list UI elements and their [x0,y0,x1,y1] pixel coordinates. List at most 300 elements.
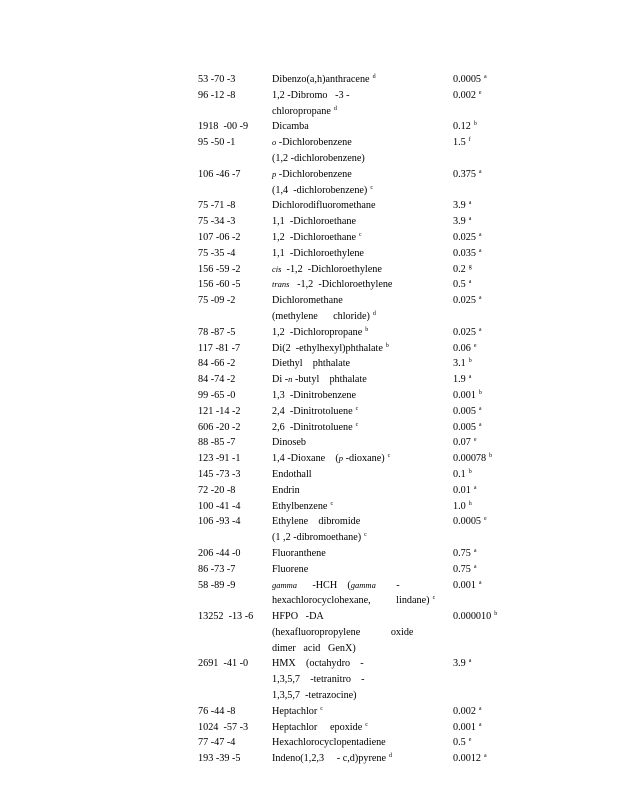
cas-number: 72 -20 -8 [198,484,236,496]
value-number: 0.0005 [453,74,482,85]
standard-value [453,546,477,562]
chemical-name-line [272,593,448,609]
cas-number: 145 -73 -3 [198,468,241,480]
table-row [0,214,618,230]
standard-value [453,277,471,293]
chemical-name-line [272,262,448,278]
value-number: 1.5 [453,137,466,149]
name-footnote-mark: c [355,405,359,412]
standard-value [453,198,471,214]
cas-number: 117 -81 -7 [198,342,241,354]
cas-number: 99 -65 -0 [198,389,236,401]
value-number: 0.005 [453,405,476,417]
name-footnote-mark: c [370,184,373,191]
table-row [0,435,618,451]
name-text: 1,3 -Dinitrobenzene [272,389,357,401]
name-text: 2,6 -Dinitrotoluene [272,421,353,433]
name-text: (methylene chloride) [272,310,370,322]
value-footnote-mark: a [478,247,482,254]
value-footnote-mark: b [473,121,477,128]
chemical-name [272,451,448,467]
name-text: -1,2 -Dichloroethylene [289,279,393,291]
chemical-name-line [272,167,448,183]
name-text: 1,2 -Dichloroethane [272,231,357,243]
name-italic-prefix: o [272,137,277,148]
value-footnote-mark: e [484,516,487,523]
name-footnote-mark: c [330,500,334,507]
table-row [0,562,618,578]
value-number: 0.000010 [453,611,492,623]
standard-value [453,578,482,594]
name-italic-prefix: cis [272,263,282,274]
chemical-name [272,388,448,404]
cas-number: 106 -46 -7 [198,168,241,180]
chemical-name-line [272,309,448,325]
name-footnote-mark: c [320,705,323,712]
chemical-name [272,325,448,341]
name-text: Di(2 -ethylhexyl)phthalate [272,342,383,354]
table-row [0,720,618,736]
name-text: - [375,579,400,591]
value-number: 3.9 [453,200,466,212]
name-text: Di - [272,374,289,386]
name-footnote-mark: c [355,421,359,428]
name-text: 1,2 -Dibromo -3 - [272,89,350,101]
value-number: 1.9 [453,374,466,386]
value-number: 3.9 [453,658,466,670]
value-footnote-mark: a [468,216,472,223]
chemical-name-line [272,356,448,372]
value-number: 0.01 [453,484,471,496]
standard-value [453,467,472,483]
chemical-name-line [272,672,448,688]
value-number: 0.00078 [453,453,487,465]
name-italic-prefix: n [288,374,293,385]
chemical-name [272,198,448,214]
name-text: 1,3,5,7 -tetrazocine) [272,690,357,702]
value-footnote-mark: a [478,721,482,728]
chemical-name [272,562,448,578]
standard-value [453,372,471,388]
chemical-name-line [272,688,448,704]
cas-number: 96 -12 -8 [198,89,236,101]
name-text: Heptachlor epoxide [272,721,363,733]
name-italic-prefix: p [338,453,344,464]
standard-value [453,230,482,246]
cas-number: 75 -71 -8 [198,200,236,212]
name-text: Dinoseb [272,437,306,449]
standard-value [453,325,482,341]
table-row [0,246,618,262]
chemical-name [272,167,448,199]
chemical-name [272,262,448,278]
chemical-name-line [272,119,448,135]
standard-value [453,735,471,751]
name-text: hexachlorocyclohexane, lindane) [272,595,430,607]
table-row [0,483,618,499]
value-number: 0.07 [453,437,471,449]
chemical-name [272,135,448,167]
name-text: -Dichlorobenzene [276,168,352,180]
standard-value [453,420,482,436]
value-number: 0.025 [453,231,476,243]
standard-value [453,135,471,151]
cas-number: 2691 -41 -0 [198,658,249,670]
chemical-name-line [272,230,448,246]
value-footnote-mark: a [468,658,472,665]
chemical-name-line [272,562,448,578]
table-row [0,135,618,167]
table-row [0,277,618,293]
value-footnote-mark: b [494,611,498,618]
value-footnote-mark: a [473,563,477,570]
name-text: HMX (octahydro - [272,658,364,670]
name-text: Ethylbenzene [272,500,328,512]
value-footnote-mark: a [468,200,472,207]
cas-number: 1918 -00 -9 [198,121,249,133]
chemical-name [272,404,448,420]
name-text: -HCH ( [297,579,351,591]
table-row [0,72,618,88]
table-row [0,751,618,767]
standard-value [453,246,482,262]
cas-number: 156 -59 -2 [198,263,241,275]
name-text: Indeno(1,2,3 - c,d)pyrene [272,753,387,765]
chemical-name [272,483,448,499]
chemical-name-line [272,372,448,388]
name-text: (1,4 -dichlorobenzene) [272,184,368,196]
table-row [0,388,618,404]
value-number: 0.5 [453,737,466,749]
name-footnote-mark: c [359,231,362,238]
standard-value [453,388,482,404]
cas-number: 84 -66 -2 [198,358,236,370]
name-footnote-mark: d [372,310,376,317]
chemical-name-line [272,530,448,546]
standard-value [453,514,487,530]
chemical-name-line [272,325,448,341]
name-text: 1,4 -Dioxane ( [272,453,339,465]
standard-value [453,451,492,467]
name-footnote-mark: d [389,753,393,760]
value-footnote-mark: a [473,484,477,491]
value-number: 0.002 [453,705,476,717]
name-text: 2,4 -Dinitrotoluene [272,405,353,417]
cas-number: 100 -41 -4 [198,500,241,512]
name-footnote-mark: d [333,105,337,112]
table-row [0,609,618,656]
cas-number: 75 -35 -4 [198,247,236,259]
value-number: 0.0012 [453,753,482,765]
table-row [0,167,618,199]
value-number: 0.12 [453,121,471,133]
standard-value [453,262,472,278]
chemical-table [0,72,618,767]
chemical-name [272,372,448,388]
chemical-name-line [272,420,448,436]
cas-number: 206 -44 -0 [198,547,241,559]
value-number: 0.1 [453,468,466,480]
table-row [0,293,618,325]
value-footnote-mark: a [478,326,482,333]
chemical-name-line [272,72,448,88]
table-row [0,578,618,610]
table-row [0,372,618,388]
value-number: 0.06 [453,342,471,354]
chemical-name [272,88,448,120]
table-row [0,467,618,483]
table-row [0,230,618,246]
chemical-name-line [272,483,448,499]
value-number: 0.0005 [453,516,482,528]
value-number: 3.9 [453,216,466,228]
chemical-name-line [272,277,448,293]
standard-value [453,341,477,357]
table-row [0,499,618,515]
standard-value [453,704,482,720]
table-row [0,546,618,562]
name-text: 1,3,5,7 -tetranitro - [272,674,365,686]
name-footnote-mark: c [387,453,391,460]
chemical-name-line [272,246,448,262]
chemical-name-line [272,578,448,594]
name-footnote-mark: c [364,532,367,539]
name-text: -Dichlorobenzene [276,137,352,149]
name-text: Fluorene [272,563,309,575]
cas-number: 84 -74 -2 [198,374,236,386]
chemical-name-line [272,467,448,483]
name-text: 1,1 -Dichloroethane [272,216,357,228]
standard-value [453,167,482,183]
value-footnote-mark: a [478,405,482,412]
name-text: 1,2 -Dichloropropane [272,326,363,338]
standard-value [453,435,477,451]
name-text: (1 ,2 -dibromoethane) [272,532,362,544]
chemical-name-line [272,751,448,767]
standard-value [453,483,477,499]
chemical-name-line [272,514,448,530]
name-text: -butyl phthalate [292,374,367,386]
chemical-name [272,214,448,230]
table-row [0,735,618,751]
chemical-name-line [272,214,448,230]
chemical-name-line [272,183,448,199]
value-footnote-mark: a [484,74,487,80]
value-footnote-mark: b [478,389,482,396]
table-row [0,451,618,467]
name-italic-prefix: gamma [272,579,298,590]
cas-number: 53 -70 -3 [198,74,236,85]
chemical-name-line [272,388,448,404]
chemical-name-line [272,546,448,562]
standard-value [453,119,477,135]
cas-number: 75 -34 -3 [198,216,236,228]
value-number: 0.001 [453,721,476,733]
cas-number: 88 -85 -7 [198,437,236,449]
chemical-name-line [272,293,448,309]
chemical-name [272,119,448,135]
name-text: chloropropane [272,105,331,117]
chemical-name-line [272,151,448,167]
name-text: Hexachlorocyclopentadiene [272,737,386,749]
value-footnote-mark: h [468,500,472,507]
name-text: Dichlorodifluoromethane [272,200,376,212]
name-text: HFPO -DA [272,611,324,623]
chemical-name-line [272,704,448,720]
chemical-name [272,435,448,451]
cas-number: 78 -87 -5 [198,326,236,338]
chemical-name-line [272,104,448,120]
cas-number: 156 -60 -5 [198,279,241,291]
table-row [0,341,618,357]
chemical-name-line [272,735,448,751]
value-number: 0.025 [453,295,476,307]
value-number: 0.001 [453,389,476,401]
chemical-name [272,656,448,703]
standard-value [453,88,482,104]
table-row [0,420,618,436]
name-italic-prefix: trans [272,279,290,290]
name-text: Dicamba [272,121,309,133]
chemical-name-line [272,641,448,657]
chemical-name-line [272,198,448,214]
chemical-name [272,72,448,88]
name-text: dimer acid GenX) [272,642,356,654]
table-row [0,119,618,135]
value-footnote-mark: a [478,705,482,712]
name-text: Heptachlor [272,705,318,717]
value-footnote-mark: b [468,468,472,475]
name-footnote-mark: b [385,342,389,349]
value-footnote-mark: g [468,263,472,270]
value-footnote-mark: a [473,547,477,554]
table-row [0,404,618,420]
chemical-name [272,341,448,357]
value-number: 0.035 [453,247,476,259]
value-footnote-mark: a [478,231,482,238]
value-footnote-mark: a [484,753,487,760]
standard-value [453,214,471,230]
value-footnote-mark: a [468,279,472,286]
cas-number: 75 -09 -2 [198,295,236,307]
value-number: 0.75 [453,563,471,575]
chemical-name-line [272,609,448,625]
standard-value [453,293,482,309]
value-footnote-mark: b [468,358,472,365]
value-footnote-mark: e [468,737,472,744]
table-row [0,262,618,278]
standard-value [453,72,487,88]
cas-number: 77 -47 -4 [198,737,236,749]
chemical-name [272,467,448,483]
chemical-name [272,293,448,325]
name-text: 1,1 -Dichloroethylene [272,247,364,259]
name-footnote-mark: b [365,326,369,333]
chemical-name-line [272,435,448,451]
cas-number: 1024 -57 -3 [198,721,249,733]
standard-value [453,720,482,736]
value-number: 0.5 [453,279,466,291]
value-footnote-mark: e [473,342,477,349]
name-text: Dibenzo(a,h)anthracene [272,74,370,85]
cas-number: 123 -91 -1 [198,453,241,465]
chemical-name [272,356,448,372]
table-row [0,356,618,372]
chemical-name [272,230,448,246]
cas-number: 106 -93 -4 [198,516,241,528]
standard-value [453,499,472,515]
chemical-name-line [272,720,448,736]
table-row [0,198,618,214]
cas-number: 86 -73 -7 [198,563,236,575]
chemical-name-line [272,88,448,104]
chemical-name [272,514,448,546]
cas-number: 95 -50 -1 [198,137,236,149]
table-row [0,325,618,341]
value-number: 0.025 [453,326,476,338]
table-row [0,704,618,720]
name-text: Fluoranthene [272,547,326,559]
cas-number: 76 -44 -8 [198,705,236,717]
name-footnote-mark: c [365,721,368,728]
standard-value [453,562,477,578]
value-number: 3.1 [453,358,466,370]
chemical-name [272,751,448,767]
standard-value [453,609,497,625]
chemical-name [272,277,448,293]
cas-number: 193 -39 -5 [198,753,241,765]
value-footnote-mark: a [478,421,482,428]
name-text: -dioxane) [343,453,385,465]
value-number: 0.2 [453,263,466,275]
name-footnote-mark: c [432,595,436,602]
value-footnote-mark: a [478,579,482,586]
value-number: 0.75 [453,547,471,559]
name-text: -1,2 -Dichloroethylene [281,263,382,275]
name-text: Dichloromethane [272,295,343,307]
table-row [0,88,618,120]
name-text: (1,2 -dichlorobenzene) [272,152,365,164]
chemical-name [272,720,448,736]
chemical-name [272,420,448,436]
value-footnote-mark: b [489,453,493,460]
chemical-name [272,246,448,262]
chemical-name-line [272,135,448,151]
value-footnote-mark: f [468,137,471,144]
chemical-name [272,609,448,656]
cas-number: 107 -06 -2 [198,231,241,243]
chemical-name [272,499,448,515]
cas-number: 13252 -13 -6 [198,611,254,623]
chemical-name [272,578,448,610]
table-row [0,656,618,703]
chemical-name-line [272,341,448,357]
value-footnote-mark: a [478,295,482,302]
table-row [0,514,618,546]
chemical-name [272,735,448,751]
name-italic-prefix: gamma [350,579,376,590]
chemical-name-line [272,404,448,420]
cas-number: 58 -89 -9 [198,579,236,591]
standard-value [453,356,472,372]
name-text: Endrin [272,484,300,496]
chemical-name-line [272,656,448,672]
value-number: 0.375 [453,168,476,180]
name-text: Diethyl phthalate [272,358,351,370]
value-footnote-mark: e [478,89,482,96]
name-text: Endothall [272,468,312,480]
cas-number: 606 -20 -2 [198,421,241,433]
